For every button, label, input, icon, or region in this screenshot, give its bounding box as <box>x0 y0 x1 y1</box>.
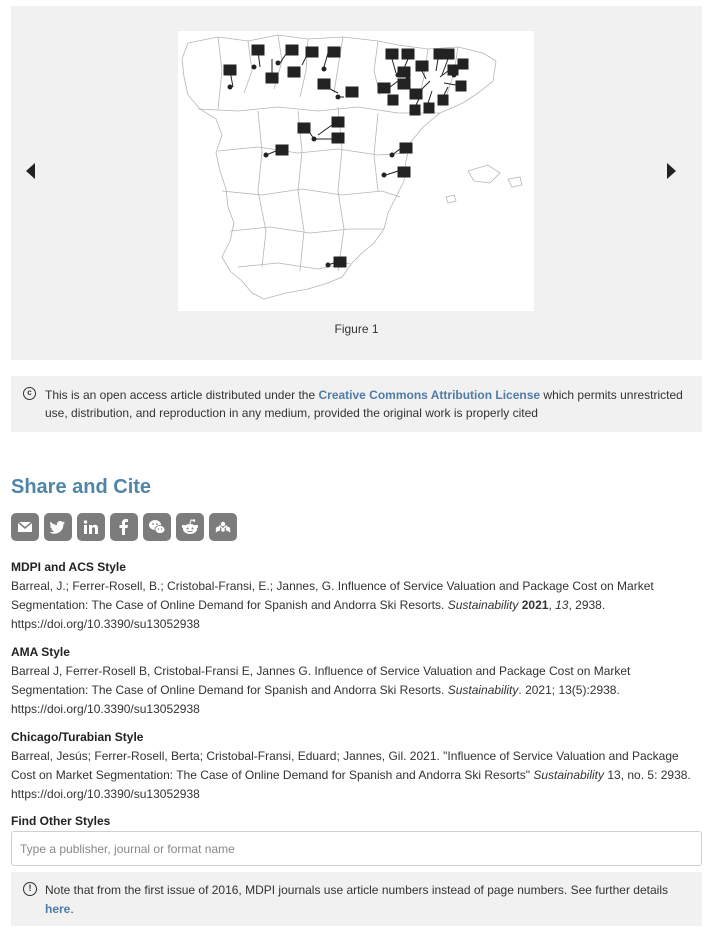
note-body: Note that from the first issue of 2016, MDPI journals use article numbers instead of page numbers. See further details <box>45 883 668 897</box>
figure-image[interactable] <box>178 31 534 311</box>
citation-text <box>11 747 706 804</box>
license-notice <box>11 376 702 432</box>
citation-style-title: Chicago/Turabian Style <box>11 730 144 744</box>
citation-doi[interactable]: https://doi.org/10.3390/su13052938 <box>11 617 200 631</box>
citation-doi[interactable]: https://doi.org/10.3390/su13052938 <box>11 787 200 801</box>
wechat-icon[interactable] <box>143 513 171 541</box>
cc-license-link[interactable]: Creative Commons Attribution License <box>318 388 541 402</box>
email-icon[interactable] <box>11 513 39 541</box>
citation-authors: Barreal, Jesús; Ferrer-Rosell, Berta; Cristobal-Fransi, Eduard; Jannes, Gil. 2021. "Influence of Service Valuation and Package Cost on Market Segmentation: The Case of Online Demand for Spanish and Andorra Ski Resorts" <box>11 749 679 782</box>
citation-journal: Sustainability <box>533 768 605 782</box>
facebook-icon[interactable] <box>110 513 138 541</box>
citation-rest: . 2021; 13(5):2938. <box>518 683 620 697</box>
article-number-note <box>11 872 702 926</box>
find-other-styles-label: Find Other Styles <box>11 814 111 828</box>
mendeley-icon[interactable] <box>209 513 237 541</box>
citation-mdpi-acs <box>11 558 706 634</box>
next-arrow-icon[interactable] <box>663 161 679 181</box>
find-styles-input[interactable] <box>11 831 702 866</box>
license-text <box>45 386 690 422</box>
license-text-after: which permits unrestricted use, distribution, and reproduction in any medium, provided the original work is properly cited <box>45 388 683 420</box>
share-icons <box>11 513 237 541</box>
creative-commons-icon: c <box>23 387 36 400</box>
citation-pages: , 2938. <box>568 598 606 612</box>
citation-authors: Barreal, J.; Ferrer-Rosell, B.; Cristobal-Fransi, E.; Jannes, G. Influence of Service Valuation and Package Cost on Market Segmentation: The Case of Online Demand for Spanish and Andorra Ski Resorts. <box>11 579 654 612</box>
license-text-before: This is an open access article distributed under the <box>45 388 319 402</box>
citation-ama <box>11 643 706 719</box>
note-here-link[interactable]: here <box>45 902 71 916</box>
figure-caption: Figure 1 <box>334 322 379 336</box>
citation-year: 2021 <box>521 598 549 612</box>
citation-rest: 13, no. 5: 2938. <box>604 768 691 782</box>
citation-style-title: AMA Style <box>11 645 70 659</box>
linkedin-icon[interactable] <box>77 513 105 541</box>
citation-style-title: MDPI and ACS Style <box>11 560 126 574</box>
citation-volume: 13 <box>555 598 569 612</box>
reddit-icon[interactable] <box>176 513 204 541</box>
info-icon: ! <box>23 882 37 896</box>
citation-chicago <box>11 728 706 804</box>
citation-authors: Barreal J, Ferrer-Rosell B, Cristobal-Fransi E, Jannes G. Influence of Service Valuation and Package Cost on Market Segmentation: The Case of Online Demand for Spanish and Andorra Ski Resorts. <box>11 664 631 697</box>
note-text <box>45 881 690 919</box>
figure-carousel <box>11 6 702 360</box>
citation-text <box>11 662 706 719</box>
citation-doi[interactable]: https://doi.org/10.3390/su13052938 <box>11 702 200 716</box>
share-and-cite-heading: Share and Cite <box>11 476 152 498</box>
citation-journal: Sustainability <box>447 683 519 697</box>
citation-journal: Sustainability <box>447 598 519 612</box>
twitter-icon[interactable] <box>44 513 72 541</box>
citation-text: Barreal, J.; Ferrer-Rosell, B.; Cristobal-Fransi, E.; Jannes, G. Influence of Service Valuation and Package Cost on Market Segmentation: The Case of Online Demand for Spanish and Andorra Ski Resorts. Sustainability 2021, 13, 2938. https://doi.org/10.3390/su13052938 <box>11 579 654 631</box>
previous-arrow-icon[interactable] <box>23 161 39 181</box>
note-period: . <box>70 902 74 916</box>
spain-map <box>178 31 534 311</box>
